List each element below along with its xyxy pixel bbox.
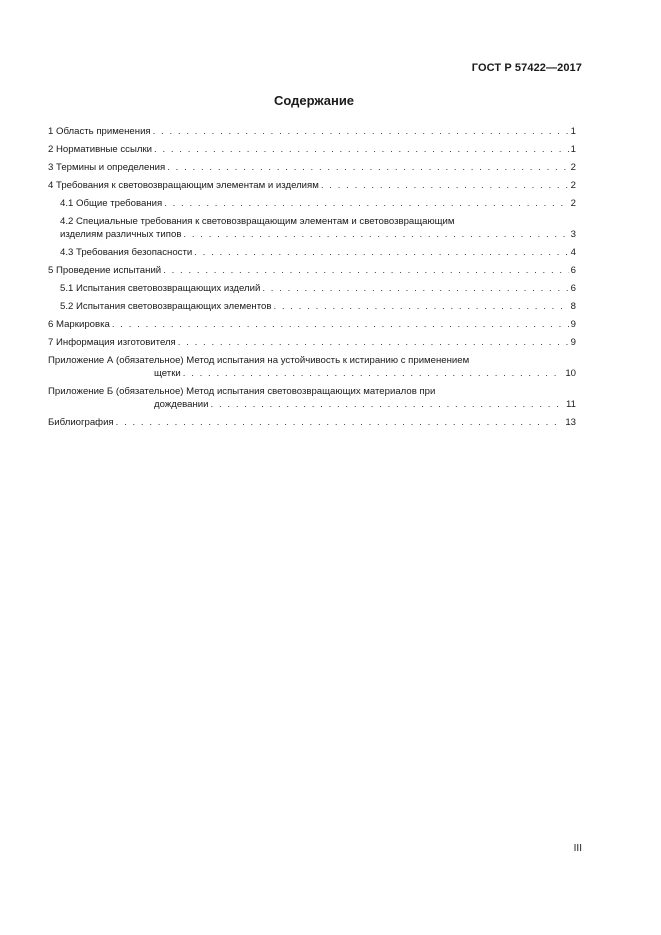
dot-leader — [178, 336, 569, 349]
toc-entry-row — [48, 143, 576, 156]
toc-entry-row — [60, 246, 576, 259]
dot-leader — [183, 228, 568, 241]
toc-entry-page: 10 — [565, 368, 576, 379]
toc-entry-label: 5 Проведение испытаний — [48, 265, 162, 276]
toc-entry-label: Библиография — [48, 417, 114, 428]
toc-entry-row — [60, 300, 576, 313]
toc-entry-label: 5.2 Испытания световозвращающих элементов — [60, 301, 272, 312]
toc-entry[interactable] — [48, 318, 576, 331]
toc-entry-page: 1 — [570, 126, 576, 137]
toc-entry-row — [48, 336, 576, 349]
toc-entry-page: 2 — [570, 162, 576, 173]
toc-entry-page: 6 — [570, 283, 576, 294]
toc-entry[interactable] — [48, 385, 576, 411]
toc-entry-row — [48, 416, 576, 429]
toc-entry-first-line: Приложение А (обязательное) Метод испытания на устойчивость к истиранию с применением — [48, 355, 470, 366]
toc-entry-label: 5.1 Испытания световозвращающих изделий — [60, 283, 261, 294]
toc-entry-label: 7 Информация изготовителя — [48, 337, 176, 348]
toc-entry[interactable] — [48, 161, 576, 174]
toc-entry[interactable] — [48, 125, 576, 138]
toc-entry-page: 9 — [570, 337, 576, 348]
toc-entry-label: 1 Область применения — [48, 126, 151, 137]
dot-leader — [153, 125, 569, 138]
toc-entry-page: 1 — [570, 144, 576, 155]
toc-entry-row — [48, 179, 576, 192]
toc-entry-row — [48, 125, 576, 138]
dot-leader — [273, 300, 568, 313]
dot-leader — [163, 264, 568, 277]
document-code: ГОСТ Р 57422—2017 — [471, 62, 582, 74]
toc-entry[interactable] — [48, 300, 576, 313]
toc-entry-label: дождевании — [154, 399, 209, 410]
toc-entry-first-line: 4.2 Специальные требования к световозвращающим элементам и световозвращающим — [60, 216, 455, 227]
toc-entry[interactable] — [48, 416, 576, 429]
toc-entry-page: 11 — [566, 399, 576, 410]
toc-entry-row — [48, 367, 576, 380]
toc-entry-row — [60, 228, 576, 241]
dot-leader — [262, 282, 568, 295]
dot-leader — [321, 179, 569, 192]
toc-entry-label: 4 Требования к световозвращающим элементам и изделиям — [48, 180, 319, 191]
dot-leader — [164, 197, 568, 210]
dot-leader — [154, 143, 569, 156]
dot-leader — [116, 416, 564, 429]
toc-entry[interactable] — [48, 143, 576, 156]
toc-entry-label: щетки — [154, 368, 181, 379]
table-of-contents — [48, 125, 576, 434]
toc-entry[interactable] — [48, 215, 576, 241]
toc-title: Содержание — [273, 93, 355, 108]
toc-entry-label: 4.3 Требования безопасности — [60, 247, 193, 258]
page-number: III — [573, 843, 582, 854]
toc-entry-row — [60, 197, 576, 210]
toc-entry-label: изделиям различных типов — [60, 229, 182, 240]
toc-entry[interactable] — [48, 336, 576, 349]
toc-entry-page: 6 — [570, 265, 576, 276]
toc-entry[interactable] — [48, 354, 576, 380]
toc-entry-label: 4.1 Общие требования — [60, 198, 163, 209]
toc-entry-label: 6 Маркировка — [48, 319, 110, 330]
toc-entry-row — [60, 282, 576, 295]
toc-entry-page: 9 — [570, 319, 576, 330]
toc-entry-label: 3 Термины и определения — [48, 162, 166, 173]
dot-leader — [183, 367, 564, 380]
toc-entry-row — [48, 161, 576, 174]
dot-leader — [194, 246, 568, 259]
toc-entry-label: 2 Нормативные ссылки — [48, 144, 153, 155]
toc-entry-page: 13 — [565, 417, 576, 428]
toc-entry-row — [48, 264, 576, 277]
toc-entry[interactable] — [48, 246, 576, 259]
dot-leader — [112, 318, 569, 331]
toc-entry-page: 8 — [570, 301, 576, 312]
toc-entry-page: 4 — [570, 247, 576, 258]
toc-entry-first-line: Приложение Б (обязательное) Метод испытания световозвращающих материалов при — [48, 386, 436, 397]
toc-entry[interactable] — [48, 197, 576, 210]
toc-entry-row — [48, 398, 576, 411]
dot-leader — [211, 398, 565, 411]
toc-entry-page: 2 — [570, 180, 576, 191]
toc-entry[interactable] — [48, 282, 576, 295]
dot-leader — [167, 161, 568, 174]
toc-entry[interactable] — [48, 264, 576, 277]
toc-entry-row — [48, 318, 576, 331]
toc-entry[interactable] — [48, 179, 576, 192]
toc-entry-page: 2 — [570, 198, 576, 209]
toc-entry-page: 3 — [570, 229, 576, 240]
